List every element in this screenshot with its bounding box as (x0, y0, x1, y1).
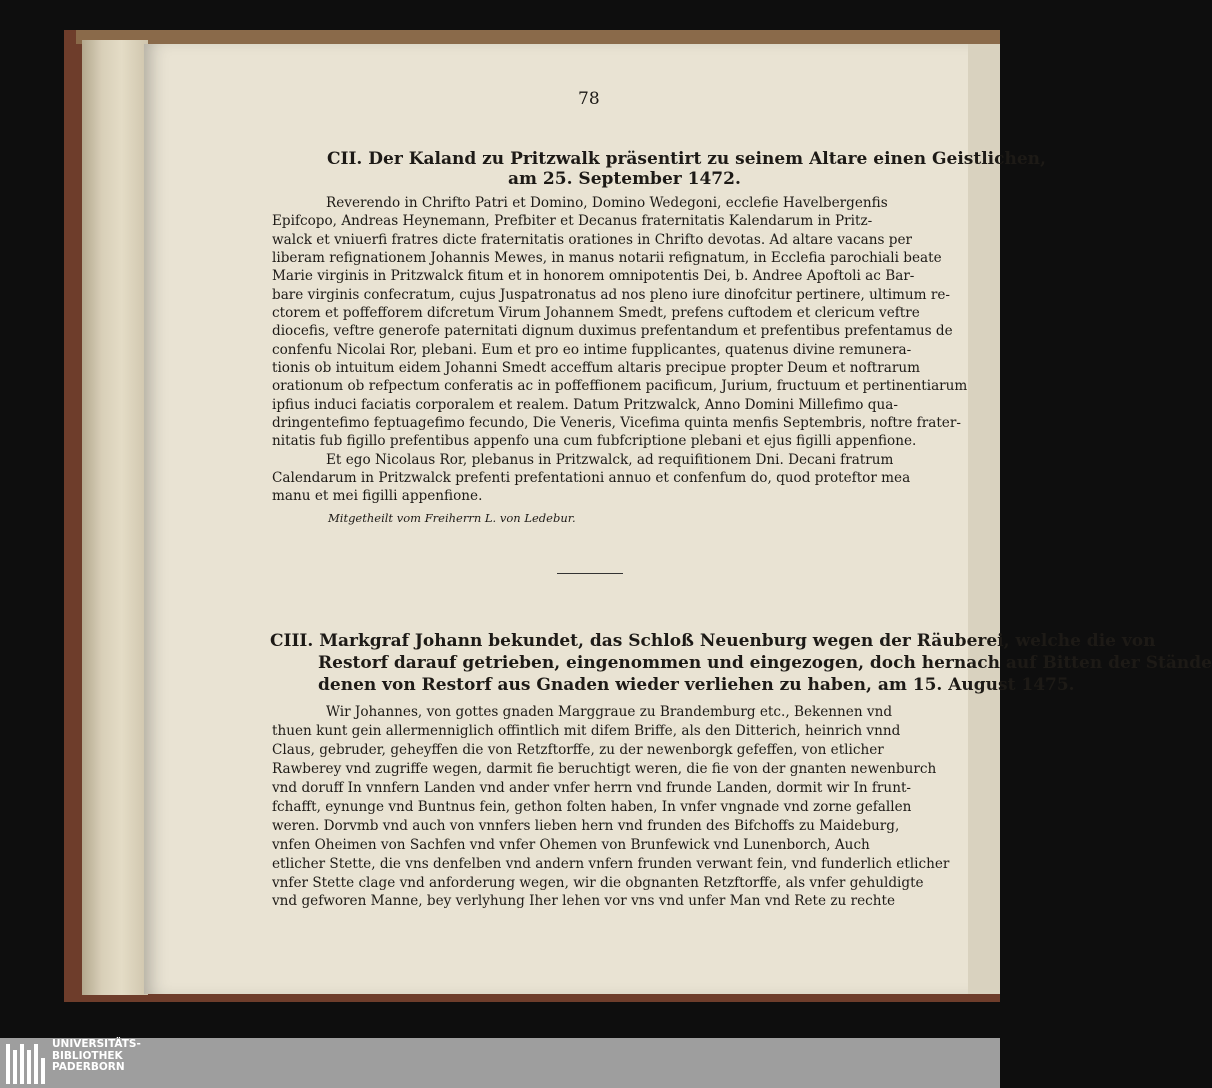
section-1-line: Et ego Nicolaus Ror, plebanus in Pritzwalck, ad requifitionem Dni. Decani fratrum (326, 452, 894, 468)
section-2-line: vnd gefworen Manne, bey verlyhung Iher lehen vor vns vnd unfer Man vnd Rete zu rechte (272, 893, 896, 909)
section-1-line: Epifcopo, Andreas Heynemann, Prefbiter et Decanus fraternitatis Kalendarum in Pritz- (272, 213, 873, 229)
next-page-edge (968, 44, 1000, 994)
library-name (52, 1039, 141, 1074)
section-2-heading-line-1: CIII. Markgraf Johann bekundet, das Schloß Neuenburg wegen der Räuberei, welche die von (270, 631, 1156, 651)
section-2-line: fchafft, eynunge vnd Buntnus fein, gethon folten haben, In vnfer vngnade vnd zorne gefallen (272, 799, 912, 815)
section-1-line: liberam refignationem Johannis Mewes, in manus notarii refignatum, in Ecclefia parochiali beate (272, 250, 942, 266)
section-1-heading-line-1: CII. Der Kaland zu Pritzwalk präsentirt zu seinem Altare einen Geistlichen, (327, 149, 1046, 169)
section-2-heading-line-3: denen von Restorf aus Gnaden wieder verliehen zu haben, am 15. August 1475. (318, 675, 1075, 695)
section-1-line: bare virginis confecratum, cujus Juspatronatus ad nos pleno iure dinofcitur pertinere, ultimum re- (272, 287, 951, 303)
credit-note: Mitgetheilt vom Freiherrn L. von Ledebur. (328, 511, 576, 525)
library-name-line-1: UNIVERSITÄTS- (52, 1038, 141, 1050)
section-1-heading-line-2: am 25. September 1472. (508, 169, 741, 189)
page-edges (82, 40, 148, 995)
section-1-line: orationum ob refpectum conferatis ac in poffeffionem pacificum, Jurium, fructuum et pertinentiarum (272, 378, 968, 394)
section-2-line: Rawberey vnd zugriffe wegen, darmit fie beruchtigt weren, die fie von der gnanten newenburch (272, 761, 937, 777)
section-1-line: ctorem et poffefforem difcretum Virum Johannem Smedt, prefens cuftodem et clericum veftre (272, 305, 920, 321)
section-2-line: thuen kunt gein allermenniglich offintlich mit difem Briffe, als den Ditterich, heinrich vnnd (272, 723, 901, 739)
section-1-line: ipfius induci faciatis corporalem et realem. Datum Pritzwalck, Anno Domini Millefimo qua- (272, 397, 898, 413)
section-2-heading-line-2: Restorf darauf getrieben, eingenommen und eingezogen, doch hernach auf Bitten der Stände (318, 653, 1212, 673)
section-1-line: dringentefimo feptuagefimo fecundo, Die Veneris, Vicefima quinta menfis Septembris, noftre frater- (272, 415, 961, 431)
section-1-line: Reverendo in Chrifto Patri et Domino, Domino Wedegoni, ecclefie Havelbergenfis (326, 195, 888, 211)
book-cover-top-edge (76, 30, 1000, 44)
section-2-line: vnd doruff In vnnfern Landen vnd ander vnfer herrn vnd frunde Landen, dormit wir In frunt- (272, 780, 911, 796)
section-1-line: walck et vniuerfi fratres dicte fraternitatis orationes in Chrifto devotas. Ad altare vacans per (272, 232, 913, 248)
section-1-line: Calendarum in Pritzwalck prefenti prefentationi annuo et confenfum do, quod proteftor mea (272, 470, 911, 486)
section-2-line: weren. Dorvmb vnd auch von vnnfers lieben hern vnd frunden des Bifchoffs zu Maideburg, (272, 818, 900, 834)
section-2-line: vnfen Oheimen von Sachfen vnd vnfer Ohemen von Brunfewick vnd Lunenborch, Auch (272, 837, 870, 853)
library-name-line-2: BIBLIOTHEK (52, 1049, 123, 1062)
section-1-line: nitatis fub figillo prefentibus appenfo una cum fubfcriptione plebani et ejus figilli appenfione. (272, 433, 917, 449)
section-divider (557, 573, 623, 574)
section-2-line: vnfer Stette clage vnd anforderung wegen, wir die obgnanten Retzftorffe, als vnfer gehuldigte (272, 875, 924, 891)
section-2-line: etlicher Stette, die vns denfelben vnd andern vnfern frunden verwant fein, vnd funderlich etlicher (272, 856, 950, 872)
section-2-line: Wir Johannes, von gottes gnaden Marggraue zu Brandemburg etc., Bekennen vnd (326, 704, 893, 720)
footer-bar (0, 1038, 1000, 1088)
section-1-line: tionis ob intuitum eidem Johanni Smedt acceffum altaris precipue propter Deum et noftrarum (272, 360, 920, 376)
library-name-line-3: PADERBORN (52, 1061, 125, 1073)
page-number: 78 (578, 89, 600, 109)
section-1-line: Marie virginis in Pritzwalck fitum et in honorem omnipotentis Dei, b. Andree Apoftoli ac Bar- (272, 268, 915, 284)
section-1-line: manu et mei figilli appenfione. (272, 488, 483, 504)
section-1-line: confenfu Nicolai Ror, plebani. Eum et pro eo intime fupplicantes, quatenus divine remunera- (272, 342, 912, 358)
section-1-line: diocefis, veftre generofe paternitati dignum duximus prefentandum et prefentibus prefentamus de (272, 323, 953, 339)
library-logo-icon (4, 1040, 46, 1086)
section-2-line: Claus, gebruder, geheyffen die von Retzftorffe, zu der newenborgk gefeffen, von etlicher (272, 742, 884, 758)
